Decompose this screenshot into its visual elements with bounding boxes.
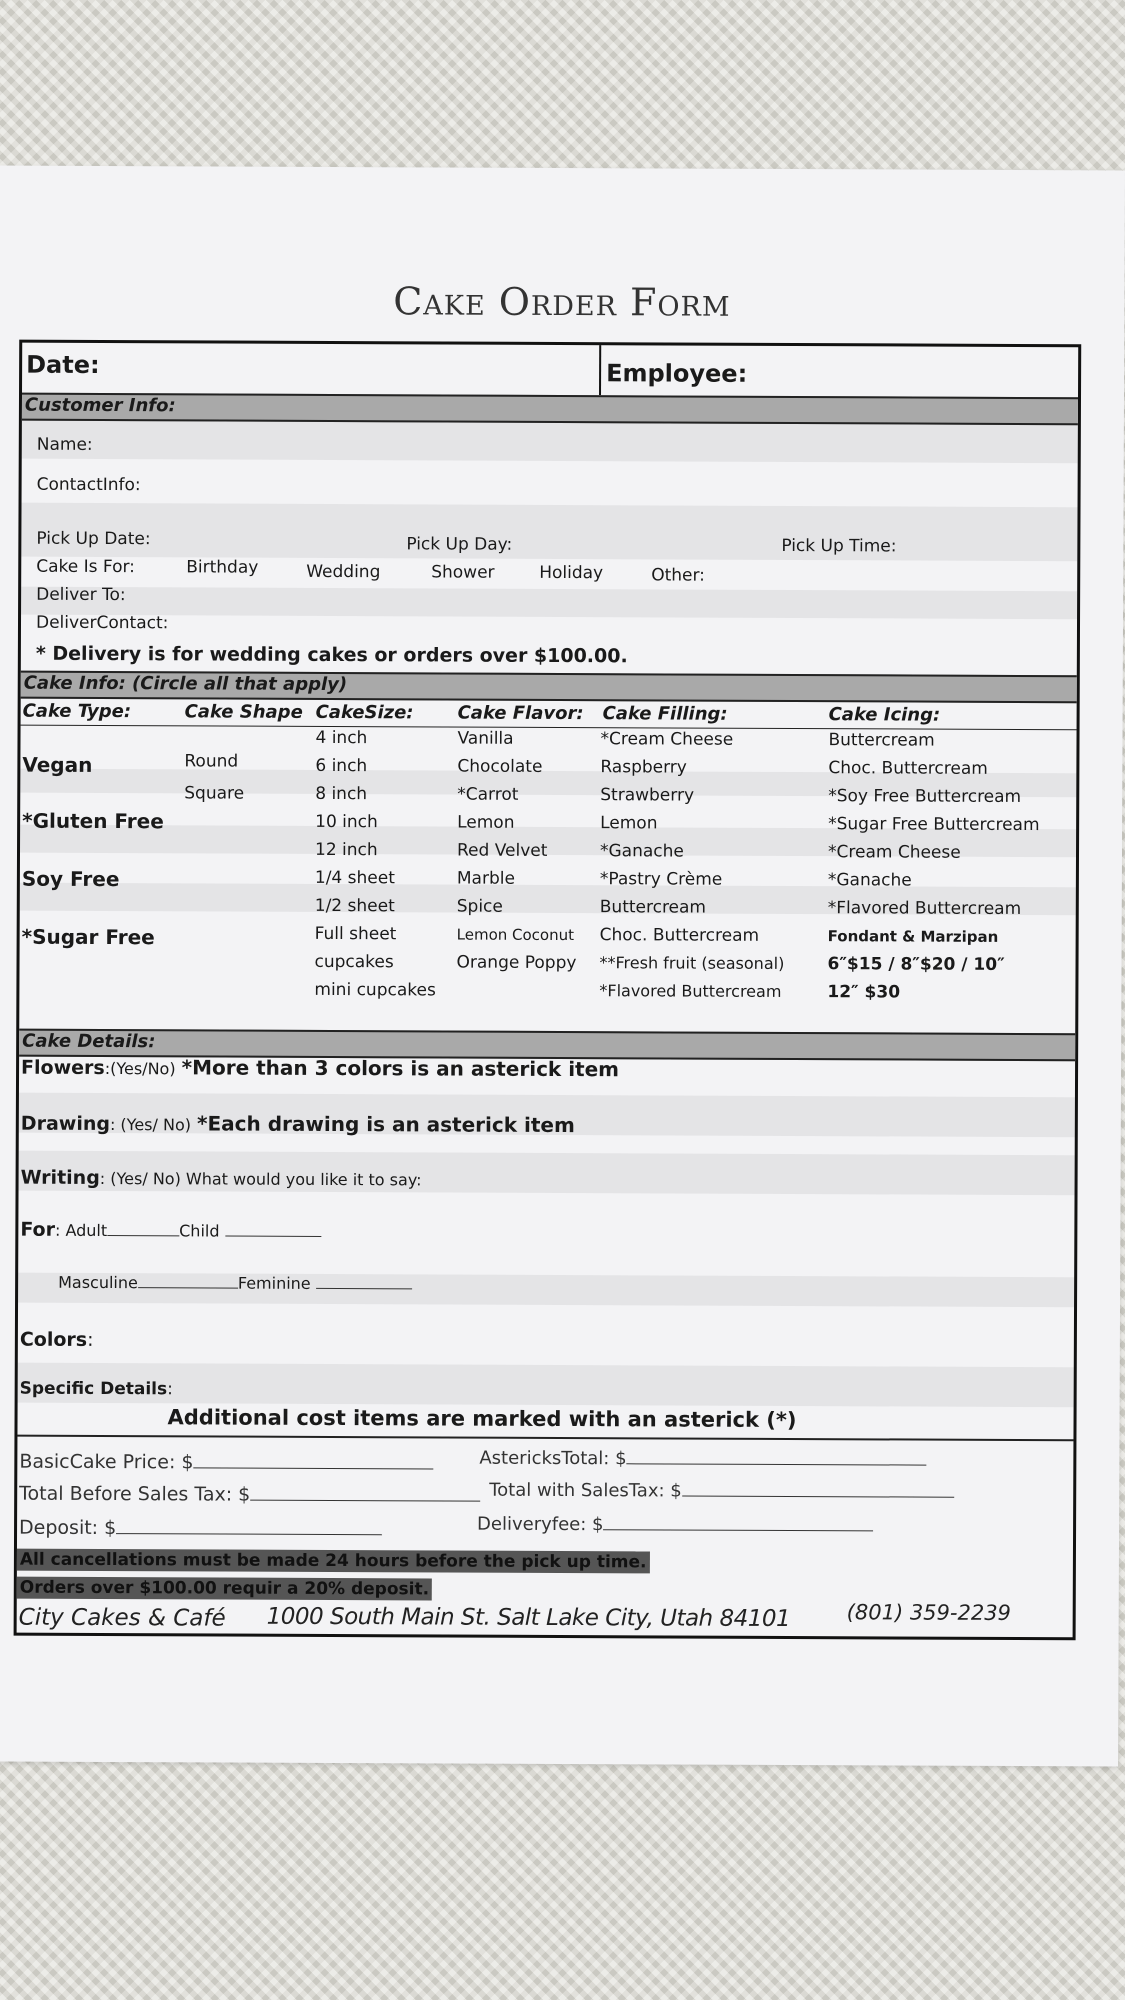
flavor-option[interactable]: *Carrot xyxy=(457,784,519,805)
for-row[interactable] xyxy=(20,1219,321,1242)
flowers-label: Flowers xyxy=(21,1056,105,1080)
before-tax-label: Total Before Sales Tax: $ xyxy=(19,1482,251,1506)
date-label: Date: xyxy=(26,350,100,379)
form-frame xyxy=(14,340,1082,1641)
filling-option[interactable]: *Ganache xyxy=(599,841,684,862)
masculine-option[interactable]: Masculine xyxy=(58,1272,138,1293)
header-divider xyxy=(599,345,601,395)
fondant-prices-12: 12″ $30 xyxy=(827,982,901,1003)
size-option[interactable]: 8 inch xyxy=(315,783,368,805)
feminine-option[interactable]: Feminine xyxy=(237,1273,311,1293)
header-cake-type: Cake Type: xyxy=(22,700,132,723)
size-option[interactable]: cupcakes xyxy=(314,951,394,973)
drawing-label: Drawing xyxy=(20,1112,111,1136)
deposit-blank[interactable] xyxy=(116,1517,382,1535)
flavor-option[interactable]: Red Velvet xyxy=(456,840,548,861)
specific-details-row[interactable] xyxy=(20,1379,173,1400)
shade-band xyxy=(18,1363,1074,1408)
for-child[interactable]: Child xyxy=(179,1221,220,1241)
masculine-blank[interactable] xyxy=(138,1271,238,1288)
flavor-option[interactable]: Marble xyxy=(456,868,516,889)
fondant-prices: 6″$15 / 8″$20 / 10″ xyxy=(827,954,1005,975)
feminine-blank[interactable] xyxy=(316,1272,412,1289)
icing-option[interactable]: Buttercream xyxy=(828,730,935,751)
cake-is-for-label: Cake Is For: xyxy=(36,556,135,578)
name-field[interactable]: Name: xyxy=(36,434,93,455)
writing-prompt[interactable]: : (Yes/ No) What would you like it to say: xyxy=(99,1168,422,1190)
size-option[interactable]: 1/4 sheet xyxy=(314,867,395,889)
cancellation-notice: All cancellations must be made 24 hours before the pick up time. xyxy=(17,1549,650,1574)
drawing-yes-no[interactable]: : (Yes/ No) xyxy=(109,1115,192,1135)
customer-info-header: Customer Info: xyxy=(22,393,1078,426)
basic-price-blank[interactable] xyxy=(193,1451,433,1469)
with-tax-blank[interactable] xyxy=(682,1480,954,1498)
astericks-blank[interactable] xyxy=(627,1447,927,1465)
child-blank[interactable] xyxy=(226,1220,322,1237)
type-gluten-free[interactable]: *Gluten Free xyxy=(22,808,164,834)
header-cake-size: CakeSize: xyxy=(315,701,414,724)
pricing-rule xyxy=(17,1435,1073,1442)
occasion-shower[interactable]: Shower xyxy=(431,562,495,583)
icing-option[interactable]: *Flavored Buttercream xyxy=(827,898,1022,920)
delivery-fee-blank[interactable] xyxy=(604,1513,874,1531)
size-option[interactable]: 10 inch xyxy=(315,811,378,833)
fillings-column xyxy=(599,725,785,1006)
specific-details-label: Specific Details xyxy=(19,1378,168,1400)
flowers-note: *More than 3 colors is an asterick item xyxy=(181,1055,620,1082)
icing-option[interactable]: *Soy Free Buttercream xyxy=(828,786,1022,808)
flavors-column xyxy=(456,725,577,978)
filling-option[interactable]: **Fresh fruit (seasonal) xyxy=(599,953,785,973)
icing-option[interactable]: *Ganache xyxy=(827,870,912,891)
contact-info-field[interactable]: ContactInfo: xyxy=(36,474,141,496)
basic-cake-price[interactable] xyxy=(19,1451,433,1475)
colors-row[interactable] xyxy=(20,1329,94,1351)
for-adult[interactable]: : Adult xyxy=(54,1220,108,1241)
size-option[interactable]: mini cupcakes xyxy=(314,979,436,1001)
with-tax-label: Total with SalesTax: $ xyxy=(489,1479,682,1502)
pickup-day-field[interactable]: Pick Up Day: xyxy=(406,534,513,555)
type-soy-free[interactable]: Soy Free xyxy=(21,866,120,892)
filling-option[interactable]: Buttercream xyxy=(599,897,707,918)
colors-colon: : xyxy=(87,1328,94,1351)
occasion-birthday[interactable]: Birthday xyxy=(186,557,259,578)
size-option[interactable]: 12 inch xyxy=(314,839,378,861)
employee-label: Employee: xyxy=(606,359,748,388)
specific-colon: : xyxy=(167,1379,173,1400)
flavor-option[interactable]: Orange Poppy xyxy=(456,952,577,974)
colors-label: Colors xyxy=(19,1328,88,1351)
icing-option[interactable]: *Cream Cheese xyxy=(827,842,961,863)
business-address: 1000 South Main St. Salt Lake City, Utah 84101 xyxy=(266,1603,791,1633)
size-option[interactable]: 6 inch xyxy=(315,755,368,777)
flowers-row[interactable] xyxy=(21,1055,619,1082)
additional-cost-note: Additional cost items are marked with an asterick (*) xyxy=(167,1405,797,1433)
business-name: City Cakes & Café xyxy=(18,1604,226,1632)
before-tax-blank[interactable] xyxy=(250,1484,480,1502)
sizes-column xyxy=(314,724,437,1005)
writing-row[interactable] xyxy=(21,1167,422,1191)
flavor-option[interactable]: Lemon xyxy=(457,812,515,833)
occasion-wedding[interactable]: Wedding xyxy=(306,561,381,583)
filling-option[interactable]: *Flavored Buttercream xyxy=(599,981,782,1001)
occasion-holiday[interactable]: Holiday xyxy=(539,562,604,584)
flowers-yes-no[interactable]: :(Yes/No) xyxy=(104,1059,176,1079)
shade-band xyxy=(21,584,1077,620)
page-title: Cake Order Form xyxy=(393,279,731,325)
cake-details-header: Cake Details: xyxy=(19,1029,1075,1062)
icing-option[interactable]: *Sugar Free Buttercream xyxy=(828,814,1040,836)
icings-column xyxy=(827,726,1040,1007)
deposit[interactable] xyxy=(19,1517,382,1541)
cake-info-header: Cake Info: (Circle all that apply) xyxy=(21,671,1077,704)
flavor-option[interactable]: Vanilla xyxy=(457,728,514,749)
delivery-note: * Delivery is for wedding cakes or orders over $100.00. xyxy=(35,642,628,668)
flavor-option[interactable]: Spice xyxy=(456,896,503,917)
astericks-label: AstericksTotal: $ xyxy=(479,1447,627,1470)
size-option[interactable]: 4 inch xyxy=(315,727,368,749)
fondant-label[interactable]: Fondant & Marzipan xyxy=(827,927,999,946)
filling-option[interactable]: *Pastry Crème xyxy=(599,869,723,890)
total-with-tax[interactable] xyxy=(489,1479,954,1503)
shade-band xyxy=(21,503,1077,562)
drawing-row[interactable] xyxy=(21,1111,575,1137)
filling-option[interactable]: Strawberry xyxy=(600,785,695,806)
filling-option[interactable]: Choc. Buttercream xyxy=(599,925,760,946)
shape-square[interactable]: Square xyxy=(184,783,245,804)
header-cake-icing: Cake Icing: xyxy=(828,704,941,726)
type-sugar-free[interactable]: *Sugar Free xyxy=(21,924,155,950)
filling-option[interactable]: Raspberry xyxy=(600,757,687,778)
header-cake-filling: Cake Filling: xyxy=(602,703,728,725)
delivery-fee[interactable] xyxy=(477,1513,874,1537)
pickup-time-field[interactable]: Pick Up Time: xyxy=(781,535,897,557)
deliver-to-field[interactable]: Deliver To: xyxy=(36,584,126,606)
deliver-contact-field[interactable]: DeliverContact: xyxy=(35,612,169,634)
business-phone[interactable]: (801) 359-2239 xyxy=(846,1600,1012,1625)
flavor-option[interactable]: Lemon Coconut xyxy=(456,925,575,945)
size-option[interactable]: Full sheet xyxy=(314,923,397,945)
filling-option[interactable]: Lemon xyxy=(600,813,658,834)
order-form-sheet xyxy=(0,166,1125,1767)
deposit-label: Deposit: $ xyxy=(19,1516,117,1540)
for-label: For xyxy=(20,1218,56,1241)
header-cake-shape: Cake Shape xyxy=(184,701,303,723)
icing-option[interactable]: Choc. Buttercream xyxy=(828,758,988,779)
type-vegan[interactable]: Vegan xyxy=(22,752,93,777)
drawing-note: *Each drawing is an asterick item xyxy=(197,1111,575,1138)
writing-label: Writing xyxy=(20,1166,100,1189)
pickup-date-field[interactable]: Pick Up Date: xyxy=(36,528,151,550)
occasion-other[interactable]: Other: xyxy=(651,565,705,586)
size-option[interactable]: 1/2 sheet xyxy=(314,895,395,917)
adult-blank[interactable] xyxy=(107,1219,179,1236)
flavor-option[interactable]: Chocolate xyxy=(457,756,543,777)
total-before-tax[interactable] xyxy=(19,1483,480,1507)
header-cake-flavor: Cake Flavor: xyxy=(457,702,584,725)
gender-row[interactable] xyxy=(58,1271,412,1294)
deposit-notice: Orders over $100.00 requir a 20% deposit. xyxy=(17,1577,432,1601)
delivery-fee-label: Deliveryfee: $ xyxy=(477,1513,604,1536)
shade-band xyxy=(22,421,1078,464)
astericks-total[interactable] xyxy=(479,1447,926,1471)
shape-round[interactable]: Round xyxy=(184,751,239,772)
basic-price-label: BasicCake Price: $ xyxy=(19,1450,194,1474)
filling-option[interactable]: *Cream Cheese xyxy=(600,729,734,750)
